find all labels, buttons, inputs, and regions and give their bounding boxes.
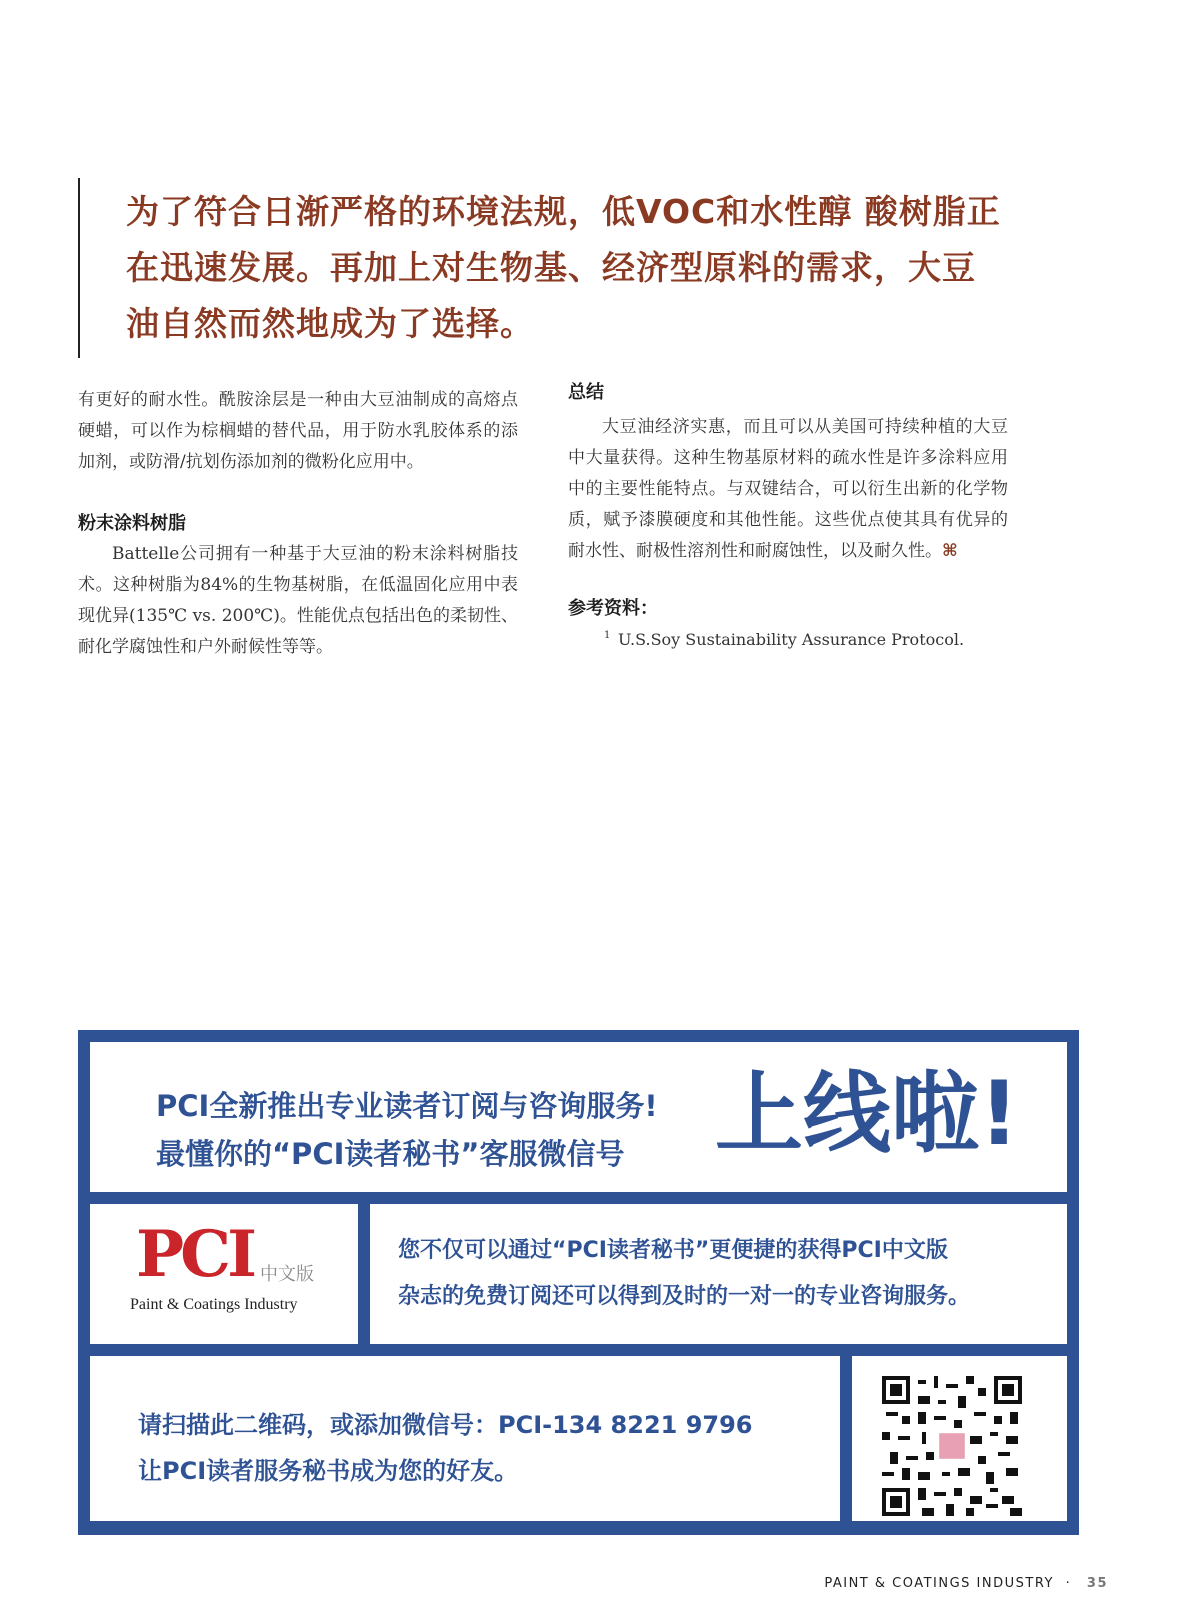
ad-description-line-1: 您不仅可以通过“PCI读者秘书”更便捷的获得PCI中文版	[398, 1238, 948, 1263]
ad-bottom-panel	[90, 1356, 840, 1521]
page-footer	[824, 1576, 1108, 1591]
pci-logo-cn: 中文版	[260, 1264, 314, 1285]
reference-number: 1	[604, 630, 611, 641]
ad-contact-line-2: 让PCI读者服务秘书成为您的好友。	[138, 1457, 519, 1485]
pci-logo-subtitle: Paint & Coatings Industry	[130, 1296, 298, 1313]
section-heading: 粉末涂料树脂	[78, 513, 186, 534]
ad-headline-line-2: 最懂你的“PCI读者秘书”客服微信号	[156, 1137, 625, 1171]
pci-logo	[90, 1204, 358, 1344]
summary-heading: 总结	[568, 382, 604, 403]
ad-contact	[138, 1402, 753, 1494]
reference-item	[568, 624, 1008, 655]
pull-quote	[78, 178, 1038, 358]
qr-code-panel	[852, 1356, 1067, 1521]
footer-publication: PAINT & COATINGS INDUSTRY	[824, 1576, 1054, 1591]
ad-headline-line-1: PCI全新推出专业读者订阅与咨询服务!	[156, 1089, 658, 1123]
pull-quote-line-1: 为了符合日渐严格的环境法规，低VOC和水性醇 酸树脂正	[126, 192, 1001, 231]
qr-code-icon[interactable]	[882, 1376, 1022, 1516]
subscription-ad	[78, 1030, 1079, 1535]
ad-middle-panel	[370, 1204, 1067, 1344]
page-number: 35	[1086, 1576, 1108, 1591]
pull-quote-line-3: 油自然而然地成为了选择。	[126, 304, 534, 343]
summary-text: 大豆油经济实惠，而且可以从美国可持续种植的大豆中大量获得。这种生物基原材料的疏水性是许多涂料应用中的主要性能特点。与双键结合，可以衍生出新的化学物质，赋予漆膜硬度和其他性能。这些优点使其具有优异的耐水性、耐极性溶剂性和耐腐蚀性，以及耐久性。	[568, 417, 1008, 561]
body-paragraph: 有更好的耐水性。酰胺涂层是一种由大豆油制成的高熔点硬蜡，可以作为棕榈蜡的替代品，用于防水乳胶体系的添加剂，或防滑/抗划伤添加剂的微粉化应用中。	[78, 390, 518, 472]
summary-paragraph	[568, 412, 1008, 567]
pci-logo-mark: PCI	[136, 1217, 253, 1292]
end-mark-icon: ⌘	[942, 541, 958, 561]
ad-big-text: 上线啦!	[715, 1062, 1020, 1165]
ad-headline	[156, 1082, 658, 1178]
pull-quote-line-2: 在迅速发展。再加上对生物基、经济型原料的需求，大豆	[126, 248, 976, 287]
ad-contact-line-1: 请扫描此二维码，或添加微信号：PCI-134 8221 9796	[138, 1411, 753, 1439]
left-column	[78, 385, 518, 663]
ad-description	[398, 1228, 970, 1320]
references-heading: 参考资料：	[568, 598, 658, 619]
ad-description-line-2: 杂志的免费订阅还可以得到及时的一对一的专业咨询服务。	[398, 1284, 971, 1309]
right-column	[568, 382, 1008, 655]
footer-separator: ·	[1065, 1576, 1072, 1591]
ad-top-panel	[90, 1042, 1067, 1192]
reference-text: U.S.Soy Sustainability Assurance Protocol.	[618, 630, 965, 649]
body-paragraph: Battelle公司拥有一种基于大豆油的粉末涂料树脂技术。这种树脂为84%的生物基树脂，在低温固化应用中表现优异(135℃ vs. 200℃)。性能优点包括出色的柔韧性、耐化学腐蚀性和户外耐候性等等。	[78, 544, 518, 657]
